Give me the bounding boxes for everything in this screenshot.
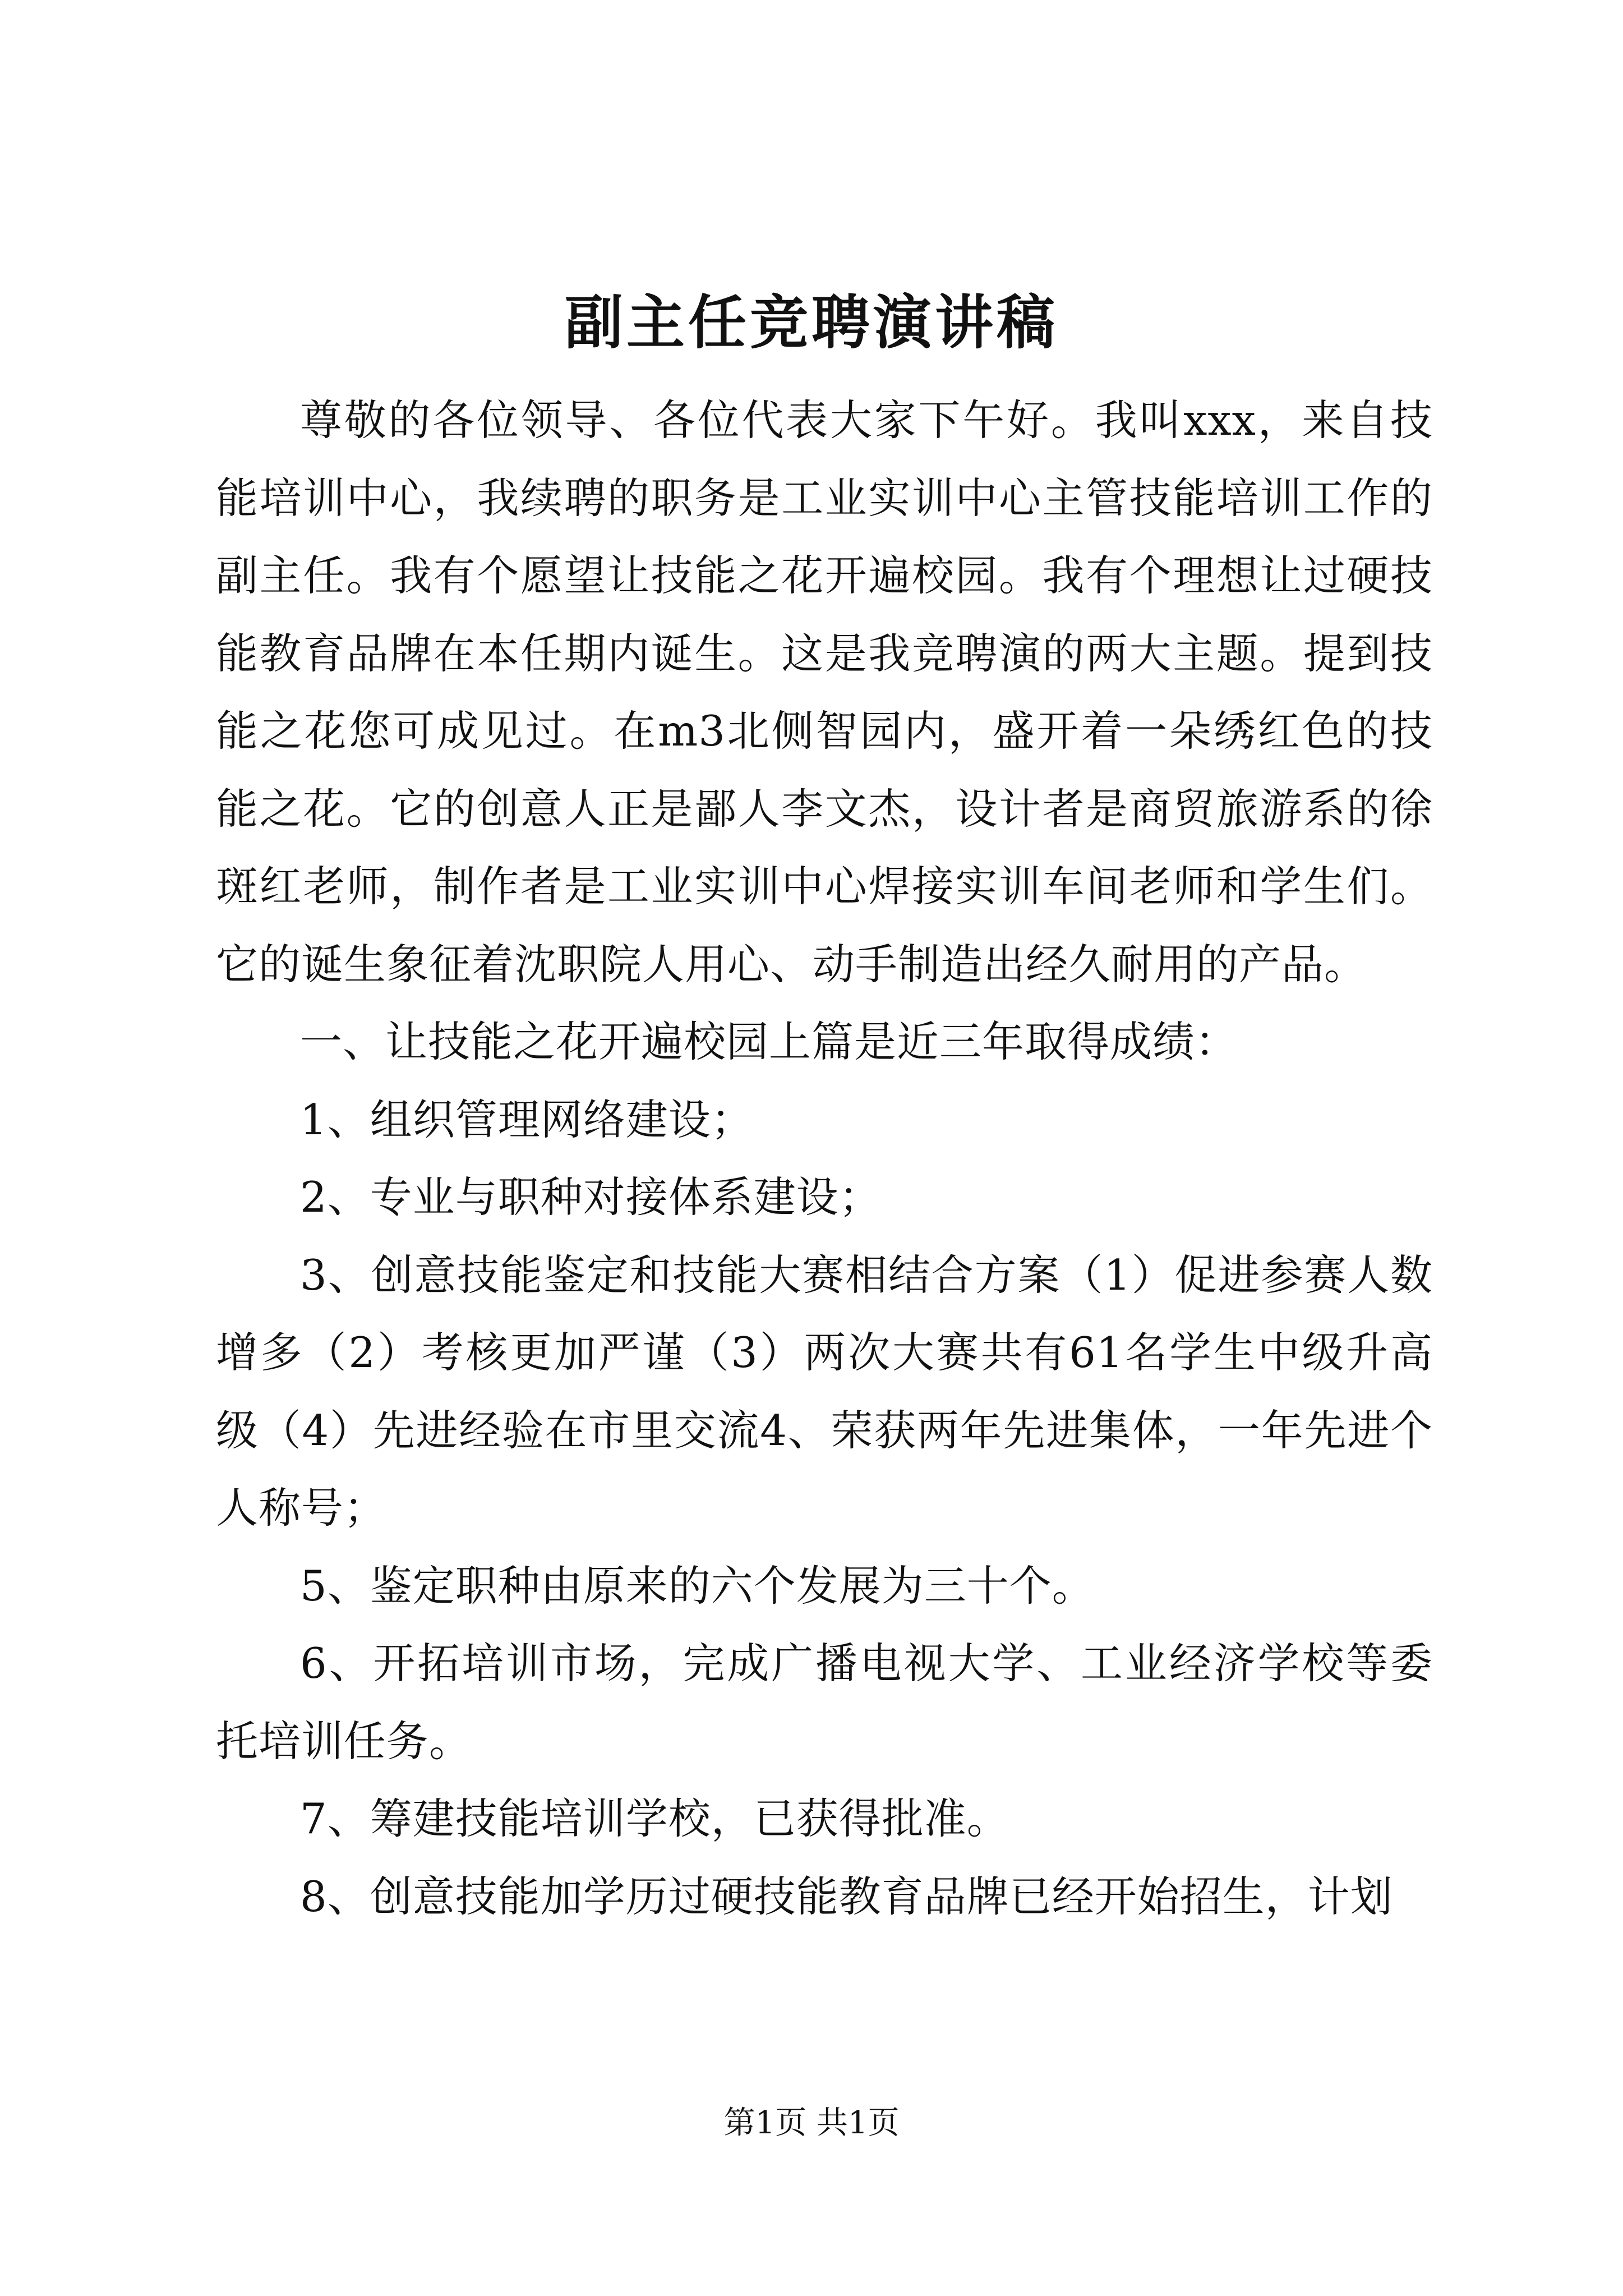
paragraph-item-7: 7、筹建技能培训学校，已获得批准。 (300, 1794, 1009, 1843)
paragraph-intro: 尊敬的各位领导、各位代表大家下午好。我叫xxx，来自技能培训中心，我续聘的职务是工业实训中心主管技能培训工作的副主任。我有个愿望让技能之花开遍校园。我有个理想让过硬技能教育品牌在本任期内诞生。这是我竞聘演的两大主题。提到技能之花您可成见过。在m3北侧智园内，盛开着一朵绣红色的技能之花。它的创意人正是鄙人李文杰，设计者是商贸旅游系的徐斑红老师，制作者是工业实训中心焊接实训车间老师和学生们。它的诞生象征着沈职院人用心、动手制造出经久耐用的产品。 (216, 395, 1433, 989)
paragraph-item-8: 8、创意技能加学历过硬技能教育品牌已经开始招生，计划 (300, 1871, 1393, 1921)
paragraph-item-5: 5、鉴定职种由原来的六个发展为三十个。 (300, 1561, 1095, 1611)
document-title: 副主任竞聘演讲稿 (564, 288, 1058, 357)
paragraph-section-heading: 一、让技能之花开遍校园上篇是近三年取得成绩： (300, 1017, 1238, 1066)
paragraph-item-1: 1、组织管理网络建设； (300, 1094, 754, 1144)
paragraph-item-6: 6、开拓培训市场，完成广播电视大学、工业经济学校等委托培训任务。 (216, 1639, 1433, 1766)
paragraph-item-2: 2、专业与职种对接体系建设； (300, 1172, 882, 1222)
document-body (216, 381, 1433, 1935)
page-number-footer: 第1页 共1页 (723, 2105, 900, 2141)
paragraph-item-3: 3、创意技能鉴定和技能大赛相结合方案（1）促进参赛人数增多（2）考核更加严谨（3）两次大赛共有61名学生中级升高级（4）先进经验在市里交流4、荣获两年先进集体，一年先进个人称号； (216, 1250, 1433, 1533)
